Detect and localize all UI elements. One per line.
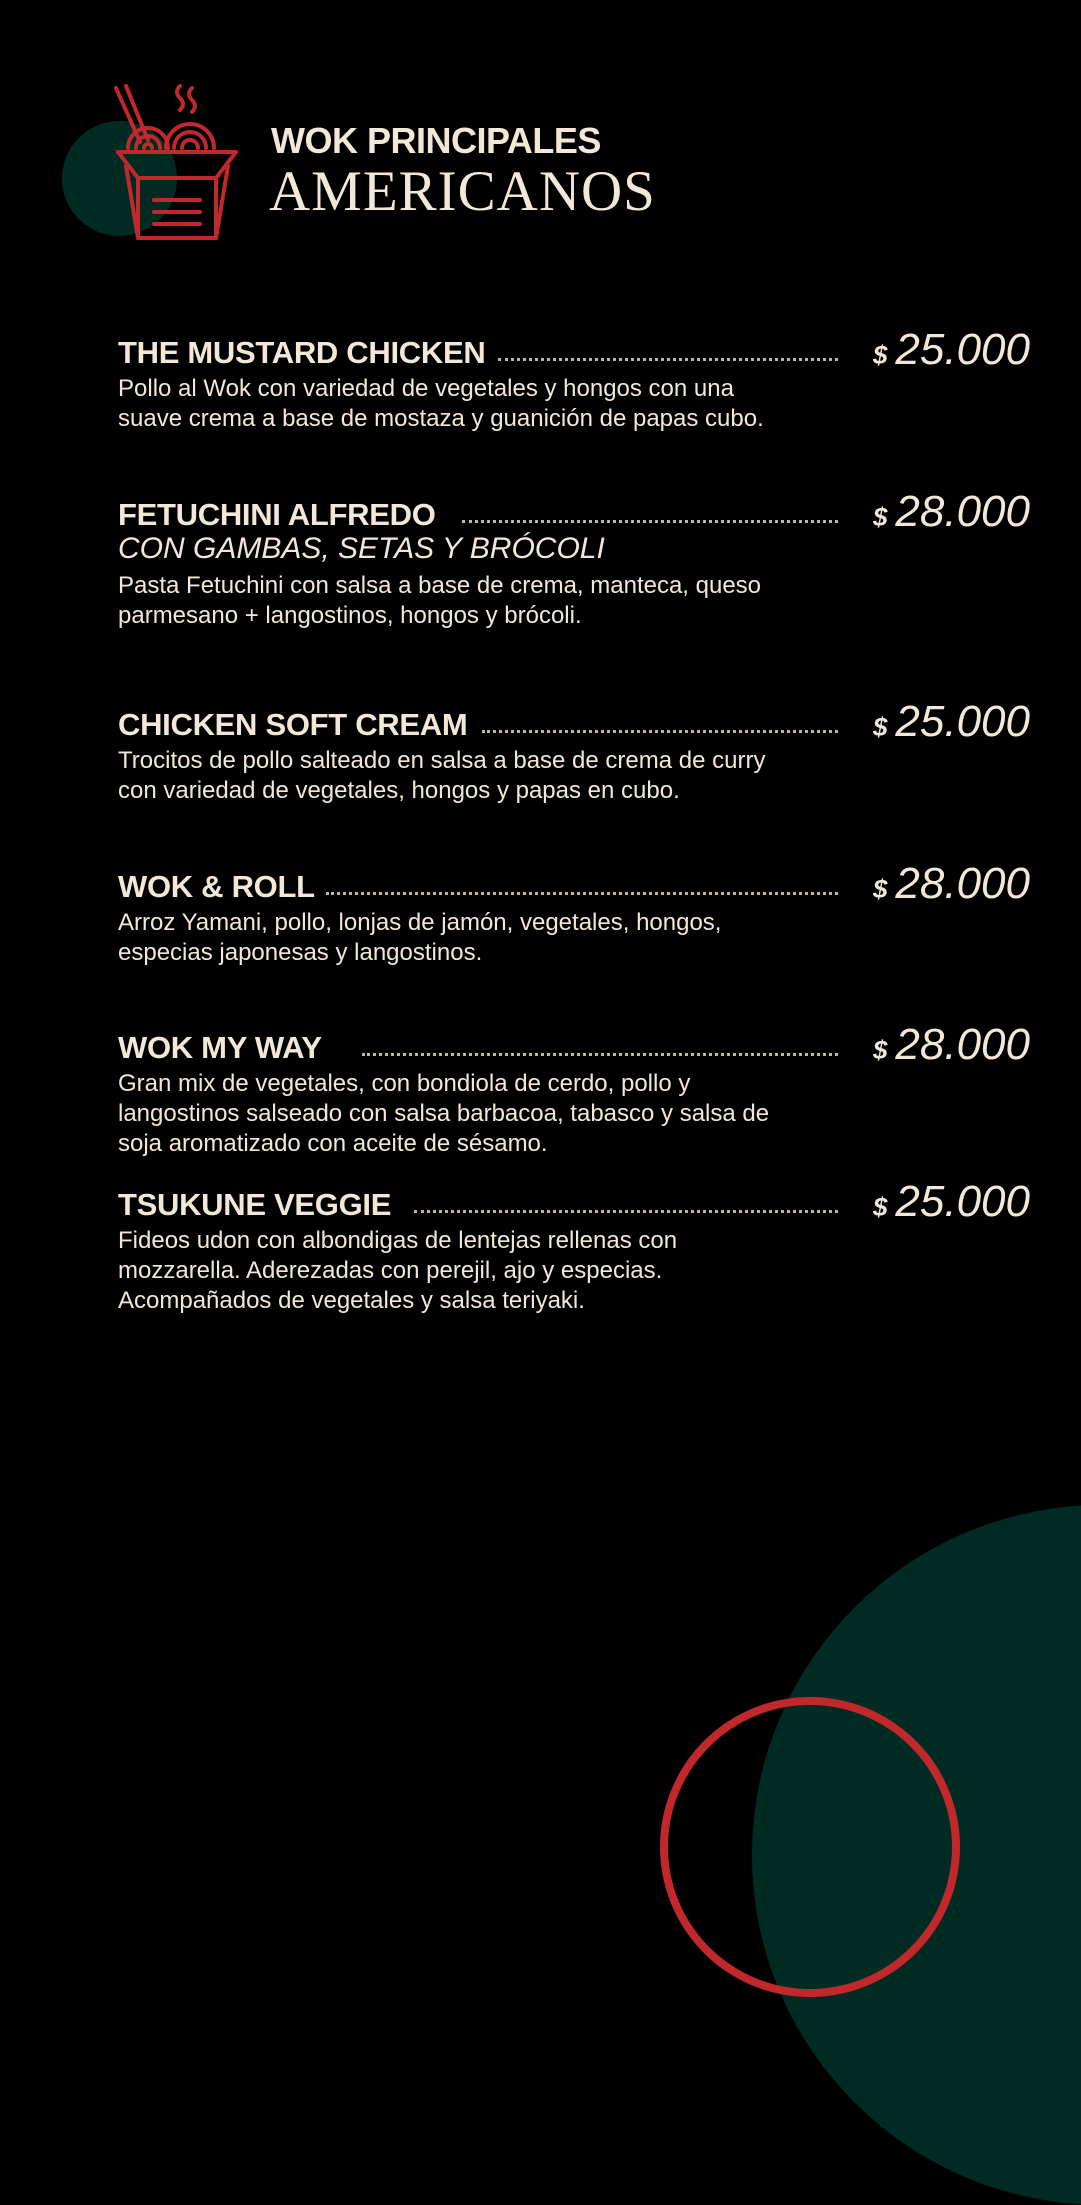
menu-item-price: $ 28.000 bbox=[872, 487, 1030, 536]
menu-item bbox=[118, 697, 1030, 806]
menu-item-name: FETUCHINI ALFREDO bbox=[118, 497, 436, 532]
menu-item-price: $ 28.000 bbox=[872, 1020, 1030, 1069]
menu-item bbox=[118, 859, 1030, 968]
menu-item-description: Pasta Fetuchini con salsa a base de crema, manteca, queso parmesano + langostinos, hongos y brócoli. bbox=[118, 572, 762, 629]
menu-item-name: WOK & ROLL bbox=[118, 869, 315, 904]
menu-item-description: Fideos udon con albondigas de lentejas rellenas con mozzarella. Aderezadas con perejil, ajo y especias. Acompañados de vegetales y salsa teriyaki. bbox=[118, 1227, 678, 1314]
menu-item bbox=[118, 1020, 1030, 1159]
menu-item-name: WOK MY WAY bbox=[118, 1030, 322, 1065]
menu-item-description: Trocitos de pollo salteado en salsa a base de crema de curry con variedad de vegetales, hongos y papas en cubo. bbox=[118, 747, 766, 804]
menu-item bbox=[118, 1177, 1030, 1316]
menu-item-name: TSUKUNE VEGGIE bbox=[118, 1187, 392, 1222]
noodle-box-icon bbox=[114, 82, 240, 240]
menu-item-subtitle: CON GAMBAS, SETAS Y BRÓCOLI bbox=[118, 532, 605, 565]
menu-item-name: THE MUSTARD CHICKEN bbox=[118, 335, 486, 370]
menu-item-price: $ 25.000 bbox=[872, 325, 1030, 374]
menu-item bbox=[118, 487, 1030, 631]
menu-item-price: $ 28.000 bbox=[872, 859, 1030, 908]
dotted-leader bbox=[414, 1210, 838, 1213]
menu-item-description: Gran mix de vegetales, con bondiola de cerdo, pollo y langostinos salseado con salsa barbacoa, tabasco y salsa de soja aromatizado con aceite de sésamo. bbox=[118, 1070, 770, 1157]
menu-item-description: Arroz Yamani, pollo, lonjas de jamón, vegetales, hongos, especias japonesas y langostinos. bbox=[118, 909, 722, 966]
dotted-leader bbox=[498, 358, 838, 361]
menu-item-price: $ 25.000 bbox=[872, 697, 1030, 746]
menu-item bbox=[118, 325, 1030, 434]
section-title: AMERICANOS bbox=[269, 160, 656, 223]
section-subtitle: WOK PRINCIPALES bbox=[271, 120, 601, 161]
decorative-ring bbox=[660, 1697, 960, 1997]
dotted-leader bbox=[326, 892, 838, 895]
dotted-leader bbox=[482, 730, 838, 733]
menu-item-name: CHICKEN SOFT CREAM bbox=[118, 707, 468, 742]
menu-item-description: Pollo al Wok con variedad de vegetales y hongos con una suave crema a base de mostaza y guanición de papas cubo. bbox=[118, 375, 764, 432]
dotted-leader bbox=[362, 1053, 838, 1056]
menu-item-price: $ 25.000 bbox=[872, 1177, 1030, 1226]
dotted-leader bbox=[462, 520, 838, 523]
